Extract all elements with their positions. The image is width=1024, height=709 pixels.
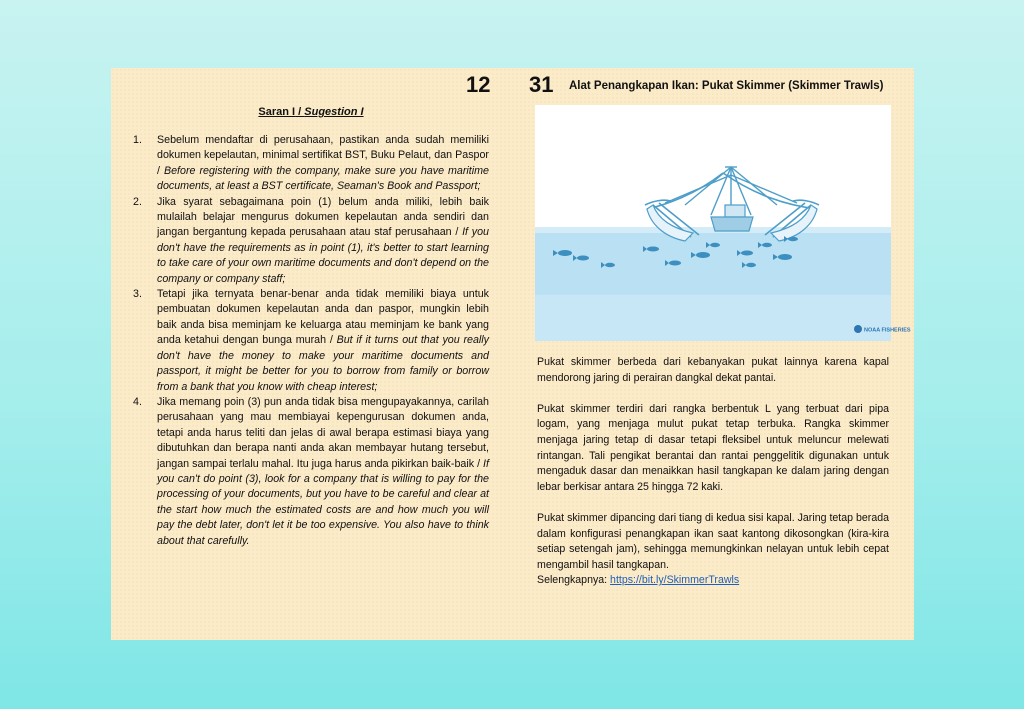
item-text-id: Tetapi jika ternyata benar-benar anda tidak memiliki biaya untuk pembuatan dokumen kepelautan anda dan paspor, mungkin lebih baik anda bisa meminjam ke keluarga atau meminjam ke bank yang anda ketahui dengan bunga murah / (157, 288, 489, 347)
paragraph-1: Pukat skimmer berbeda dari kebanyakan pukat lainnya karena kapal mendorong jaring di perairan dangkal dekat pantai. (537, 356, 889, 384)
suggestion-item-1 (133, 133, 489, 195)
paragraph-3: Pukat skimmer dipancing dari tiang di kedua sisi kapal. Jaring tetap berada dalam konfigurasi penangkapan ikan saat kantong dikosongkan (kira-kira setiap setengah jam), sehingga memungkinkan nelayan untuk lebih cepat mengambil hasil tangkapan. (537, 511, 889, 571)
more-info-line (537, 573, 889, 589)
skimmer-trawl-illustration (535, 105, 911, 341)
item-number: 3. (133, 288, 142, 301)
book-spread (111, 68, 914, 640)
suggestion-title-id: Saran I (258, 106, 296, 118)
item-text-id: Jika memang poin (3) pun anda tidak bisa mengupayakannya, carilah perusahaan yang mau membiayai kepengurusan dokumen anda, tetapi anda harus teliti dan jelas di awal berapa estimasi biaya yang dibutuhkan dan berapa nanti anda akan membayar hutang tersebut, jangan sampai terlalu mahal. Itu juga harus anda pikirkan baik-baik / (157, 395, 489, 470)
item-text-en: If you don't have the requirements as in point (1), it's better to start learning to take care of your own maritime documents and don't depend on the company or company staff; (157, 226, 489, 285)
right-page-number: 31 (529, 72, 554, 97)
item-text-id: Jika syarat sebagaimana poin (1) belum anda miliki, lebih baik mulailah belajar mengurus dokumen kepelautan anda sendiri dan jangan bergantung kepada perusahaan atau staf perusahaan / (157, 195, 489, 239)
right-page-body (537, 355, 889, 589)
boat-hull (711, 217, 753, 231)
suggestion-title-en: Sugestion I (304, 106, 364, 118)
paragraph-2: Pukat skimmer terdiri dari rangka berbentuk L yang terbuat dari pipa logam, yang menjaga mulut pukat tetap terbuka. Rangka skimmer menjaga jaring tetap di dasar tetapi fleksibel untuk meluncur melewati rintangan. Tali pengikat berantai dan rantai penggelitik digunakan untuk mengaduk dasar dan menaikkan hasil tangkapan ke dalam jaring dengan lebar berkisar antara 25 hingga 72 kaki. (537, 402, 889, 493)
boat-cabin (725, 205, 745, 217)
item-text-en: Before registering with the company, make sure you have maritime documents, at least a BST certificate, Seaman's Book and Passport; (157, 164, 489, 193)
water-surface (535, 227, 891, 233)
right-page-title: Alat Penangkapan Ikan: Pukat Skimmer (Skimmer Trawls) (569, 80, 884, 92)
item-number: 4. (133, 395, 142, 408)
suggestion-title-separator: / (295, 106, 305, 118)
suggestion-item-2 (133, 195, 489, 287)
more-info-label: Selengkapnya: (537, 574, 611, 587)
item-text-id: Sebelum mendaftar di perusahaan, pastikan anda sudah memiliki dokumen kepelautan, minimal sertifikat BST, Buku Pelaut, dan Paspor / (157, 134, 489, 177)
more-info-link[interactable]: https://bit.ly/SkimmerTrawls (610, 574, 740, 587)
suggestion-item-4 (133, 395, 489, 549)
item-number: 2. (133, 195, 142, 208)
suggestion-item-3 (133, 287, 489, 395)
svg-text:NOAA FISHERIES: NOAA FISHERIES (864, 327, 911, 334)
item-number: 1. (133, 134, 142, 146)
item-text-en: But if it turns out that you really don't have the money to make your maritime documents and passport, it might be better for you to borrow from family or borrow from a bank that you know with cheap interest; (157, 334, 489, 393)
suggestion-list (133, 133, 489, 549)
skimmer-trawl-boat-illustration-icon (535, 105, 911, 341)
left-page (133, 104, 489, 549)
water-bottom (535, 295, 891, 341)
suggestion-title (133, 106, 489, 118)
item-text-en: If you can't do point (3), look for a company that is willing to pay for the processing of your documents, but you have to be careful and clear at the start how much the estimated costs are and how much you will pay the debt later, don't let it be too expensive. You also have to think about that carefully. (157, 457, 489, 547)
left-page-number: 12 (466, 72, 491, 97)
